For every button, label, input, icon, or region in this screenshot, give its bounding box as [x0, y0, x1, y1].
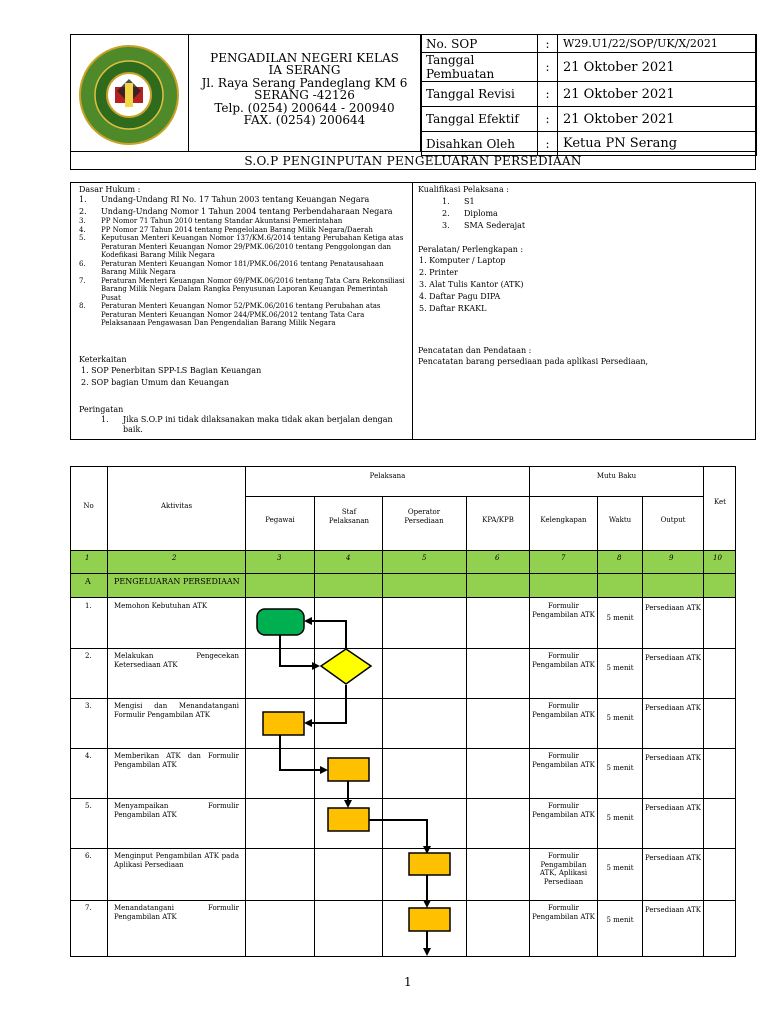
- list-item: 3. PP Nomor 71 Tahun 2010 tentang Standar Akuntansi Pemerintahan: [79, 217, 343, 225]
- court-logo: [71, 35, 188, 151]
- row-activity: Menginput Pengambilan ATK pada Aplikasi Persediaan: [114, 852, 239, 869]
- row-number: 1.: [85, 602, 92, 610]
- row-output: Persediaan ATK: [645, 704, 701, 712]
- row-kelengkapan: Formulir Pengambilan ATK: [532, 904, 595, 921]
- meta-label: Tanggal Pembuatan: [422, 53, 538, 82]
- kualifikasi-title: Kualifikasi Pelaksana :: [418, 185, 509, 194]
- meta-label: Disahkan Oleh: [422, 132, 538, 156]
- meta-sep: :: [538, 35, 558, 53]
- col-number: 3: [277, 554, 282, 562]
- row-number: 3.: [85, 702, 92, 710]
- col-number: 10: [713, 554, 722, 562]
- header-ket: Ket: [714, 498, 726, 506]
- col-number: 1: [85, 554, 90, 562]
- info-box: [70, 182, 756, 440]
- row-output: Persediaan ATK: [645, 854, 701, 862]
- row-waktu: 5 menit: [606, 916, 634, 924]
- list-item: 3. Alat Tulis Kantor (ATK): [419, 280, 524, 289]
- meta-label: Tanggal Revisi: [422, 82, 538, 107]
- row-number: 2.: [85, 652, 92, 660]
- org-address: Jl. Raya Serang Pandeglang KM 6: [201, 75, 408, 90]
- list-item: 2. Undang-Undang Nomor 1 Tahun 2004 tentang Perbendaharaan Negara: [79, 206, 393, 216]
- row-output: Persediaan ATK: [645, 906, 701, 914]
- list-item: 3. SMA Sederajat: [442, 221, 526, 230]
- list-item: 1. S1: [442, 197, 475, 206]
- header-mutu-baku: Mutu Baku: [596, 472, 637, 480]
- header-no: No: [83, 502, 94, 510]
- info-left: [71, 183, 413, 439]
- pencatatan-text: Pencatatan barang persediaan pada aplikasi Persediaan,: [418, 357, 649, 366]
- col-number: 5: [422, 554, 427, 562]
- col-number: 2: [172, 554, 177, 562]
- flow-process: [328, 808, 369, 831]
- peringatan-item: 1. Jika S.O.P ini tidak dilaksanakan maka tidak akan berjalan dengan baik.: [101, 415, 393, 434]
- meta-label: Tanggal Efektif: [422, 107, 538, 132]
- section-label: A: [85, 577, 91, 586]
- org-fax: FAX. (0254) 200644: [243, 113, 366, 128]
- flow-arrow: [369, 820, 427, 852]
- row-activity: Menandatangani Formulir Pengambilan ATK: [114, 904, 239, 921]
- header-kelengkapan: Kelengkapan: [540, 516, 587, 524]
- flowchart: [70, 466, 736, 957]
- peringatan-title: Peringatan: [79, 405, 124, 414]
- col-number: 9: [669, 554, 674, 562]
- keterkaitan-title: Keterkaitan: [79, 355, 127, 364]
- peralatan-list: [419, 256, 523, 316]
- meta-sep: :: [538, 82, 558, 107]
- row-activity: Mengisi dan Menandatangani Formulir Pengambilan ATK: [114, 702, 239, 719]
- meta-sep: :: [538, 107, 558, 132]
- sop-meta-table: [421, 34, 757, 156]
- col-number: 7: [561, 554, 566, 562]
- flow-process: [263, 712, 304, 735]
- row-activity: Menyampaikan Formulir Pengambilan ATK: [114, 802, 239, 819]
- list-item: 6. Peraturan Menteri Keuangan Nomor 181/PMK.06/2016 tentang Penatausahaan Barang Milik Negara: [79, 259, 384, 276]
- header-staf: Staf Pelaksanan: [328, 508, 370, 525]
- peralatan-title: Peralatan/ Perlengkapan :: [418, 245, 524, 254]
- dasar-hukum-list: [79, 195, 405, 328]
- header-pelaksana: Pelaksana: [369, 472, 406, 480]
- dasar-hukum-title: Dasar Hukum :: [79, 185, 141, 194]
- pencatatan-title: Pencatatan dan Pendataan :: [418, 346, 532, 355]
- row-waktu: 5 menit: [606, 614, 634, 622]
- process-table: [70, 466, 736, 957]
- header-waktu: Waktu: [608, 516, 632, 524]
- list-item: 7. Peraturan Menteri Keuangan Nomor 69/PMK.06/2016 tentang Tata Cara Rekonsiliasi Barang Milik Negara Dalam Rangka Penyusunan Laporan Keuangan Pemerintah Pusat: [79, 276, 405, 302]
- col-number: 4: [346, 554, 351, 562]
- flow-arrow: [280, 734, 326, 770]
- meta-value: 21 Oktober 2021: [558, 53, 757, 82]
- flow-process: [409, 853, 450, 875]
- org-name: PENGADILAN NEGERI KELAS IA SERANG: [210, 51, 399, 78]
- flow-arrow: [306, 621, 346, 650]
- row-kelengkapan: Formulir Pengambilan ATK: [532, 652, 595, 669]
- list-item: 2. Printer: [419, 268, 458, 277]
- row-waktu: 5 menit: [606, 664, 634, 672]
- info-right: [413, 183, 755, 439]
- header-aktivitas: Aktivitas: [160, 502, 193, 510]
- row-kelengkapan: Formulir Pengambilan ATK, Aplikasi Persediaan: [539, 852, 588, 886]
- list-item: 5. Keputusan Menteri Keuangan Nomor 137/KM.6/2014 tentang Perubahan Ketiga atas Peraturan Menteri Keuangan Nomor 29/PMK.06/2010 tentang Penggolongan dan Kodefikasi Barang Milik Negara: [79, 234, 404, 259]
- page-number: 1: [404, 975, 412, 989]
- list-item: 5. Daftar RKAKL: [419, 304, 487, 313]
- flow-start: [257, 609, 304, 635]
- section-title: PENGELUARAN PERSEDIAAN: [114, 577, 240, 586]
- list-item: 2. Diploma: [442, 209, 498, 218]
- sop-title: S.O.P PENGINPUTAN PENGELUARAN PERSEDIAAN: [71, 151, 755, 170]
- list-item: 4. PP Nomor 27 Tahun 2014 tentang Pengelolaan Barang Milik Negara/Daerah: [79, 225, 373, 234]
- flow-arrow: [306, 685, 346, 723]
- header-pegawai: Pegawai: [265, 516, 295, 524]
- list-item: 1. Undang-Undang RI No. 17 Tahun 2003 tentang Keuangan Negara: [79, 195, 370, 204]
- org-info: [189, 35, 421, 151]
- col-number: 6: [495, 554, 500, 562]
- header-operator: Operator Persediaan: [404, 508, 444, 525]
- row-waktu: 5 menit: [606, 814, 634, 822]
- row-number: 4.: [85, 752, 92, 760]
- row-output: Persediaan ATK: [645, 804, 701, 812]
- row-activity: Memberikan ATK dan Formulir Pengambilan ATK: [114, 752, 239, 769]
- flow-arrow: [280, 635, 318, 666]
- row-waktu: 5 menit: [606, 764, 634, 772]
- kualifikasi-list: [442, 197, 525, 233]
- list-item: 4. Daftar Pagu DIPA: [419, 292, 501, 301]
- meta-sop-number: W29.U1/22/SOP/UK/X/2021: [558, 35, 757, 53]
- meta-sep: :: [538, 132, 558, 156]
- header-output: Output: [660, 516, 686, 524]
- logo-area: [71, 35, 189, 151]
- row-activity: Melakukan Pengecekan Ketersediaan ATK: [114, 652, 239, 669]
- meta-sep: :: [538, 53, 558, 82]
- keterkaitan-item: 1. SOP Penerbitan SPP-LS Bagian Keuangan: [81, 366, 262, 375]
- row-kelengkapan: Formulir Pengambilan ATK: [532, 802, 595, 819]
- row-number: 6.: [85, 852, 92, 860]
- meta-value: Ketua PN Serang: [558, 132, 757, 156]
- row-kelengkapan: Formulir Pengambilan ATK: [532, 702, 595, 719]
- row-kelengkapan: Formulir Pengambilan ATK: [532, 752, 595, 769]
- col-number: 8: [617, 554, 622, 562]
- org-telp: Telp. (0254) 200644 - 200940: [214, 100, 395, 115]
- flow-process: [328, 758, 369, 781]
- header-kpa: KPA/KPB: [482, 516, 514, 524]
- meta-value: 21 Oktober 2021: [558, 82, 757, 107]
- row-waktu: 5 menit: [606, 714, 634, 722]
- meta-label: No. SOP: [422, 35, 538, 53]
- row-output: Persediaan ATK: [645, 754, 701, 762]
- row-number: 5.: [85, 802, 92, 810]
- flow-decision: [321, 649, 371, 684]
- row-output: Persediaan ATK: [645, 654, 701, 662]
- org-city: SERANG -42126: [254, 88, 355, 103]
- row-activity: Memohon Kebutuhan ATK: [114, 602, 208, 610]
- row-number: 7.: [85, 904, 92, 912]
- row-waktu: 5 menit: [606, 864, 634, 872]
- list-item: 1. Komputer / Laptop: [419, 256, 506, 265]
- meta-value: 21 Oktober 2021: [558, 107, 757, 132]
- header-box: [70, 34, 756, 170]
- keterkaitan-item: 2. SOP bagian Umum dan Keuangan: [81, 378, 229, 387]
- row-kelengkapan: Formulir Pengambilan ATK: [532, 602, 595, 619]
- row-output: Persediaan ATK: [645, 604, 701, 612]
- flow-process: [409, 908, 450, 931]
- list-item: 8. Peraturan Menteri Keuangan Nomor 52/PMK.06/2016 tentang Perubahan atas Peraturan Menteri Keuangan Nomor 244/PMK.06/2012 tentang Tata Cara Pelaksanaan Pengawasan Dan Pengendalian Barang Milik Negara: [79, 302, 381, 327]
